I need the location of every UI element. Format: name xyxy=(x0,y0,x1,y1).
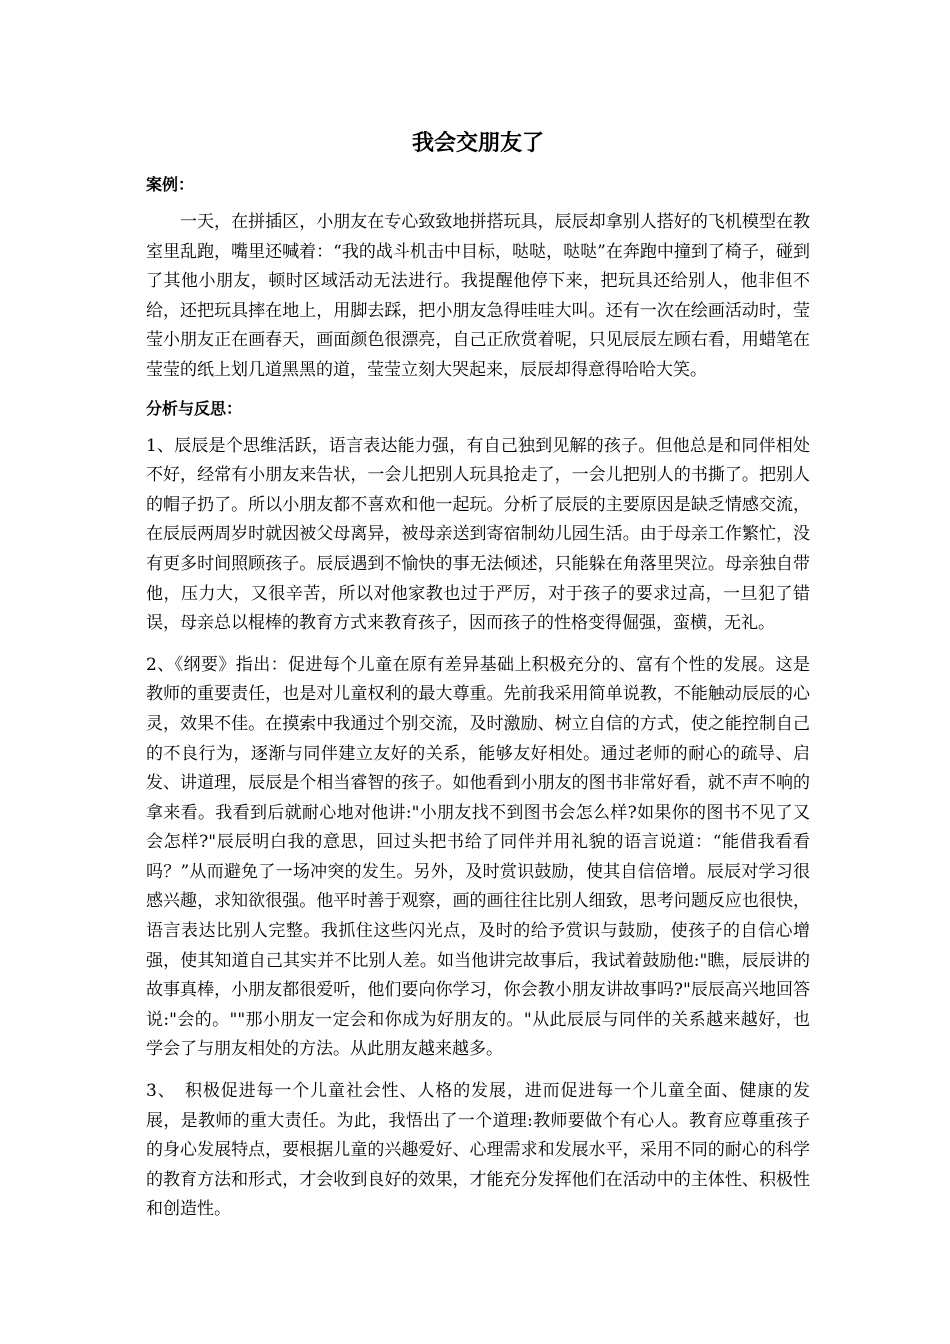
analysis-label: 分析与反思： xyxy=(146,398,243,418)
document-title: 我会交朋友了 xyxy=(411,131,544,156)
analysis-paragraph-3: 3、 积极促进每一个儿童社会性、人格的发展，进而促进每一个儿童全面、健康的发展，是教师的重大责任。为此，我悟出了一个道理:教师要做个有心人。教育应尊重孩子的身心发展特点，要根据儿童的兴趣爱好、心理需求和发展水平，采用不同的耐心的科学的教育方法和形式，才会收到良好的效果，才能充分发挥他们在活动中的主体性、积极性和创造性。 xyxy=(146,1081,810,1220)
case-paragraph: 一天，在拼插区，小朋友在专心致致地拼搭玩具，辰辰却拿别人搭好的飞机模型在教室里乱跑，嘴里还喊着：“我的战斗机击中目标，哒哒，哒哒”在奔跑中撞到了椅子，碰到了其他小朋友，顿时区域活动无法进行。我提醒他停下来，把玩具还给别人，他非但不给，还把玩具摔在地上，用脚去踩，把小朋友急得哇哇大叫。还有一次在绘画活动时，莹莹小朋友正在画春天，画面颜色很漂亮，自己正欣赏着呢，只见辰辰左顾右看，用蜡笔在莹莹的纸上划几道黑黑的道，莹莹立刻大哭起来，辰辰却得意得哈哈大笑。 xyxy=(146,212,810,380)
case-label: 案例： xyxy=(146,175,195,194)
analysis-paragraph-2: 2、《纲要》指出：促进每个儿童在原有差异基础上积极充分的、富有个性的发展。这是教师的重要责任，也是对儿童权利的最大尊重。先前我采用简单说教，不能触动辰辰的心灵，效果不佳。在摸索中我通过个别交流，及时激励、树立自信的方式，使之能控制自己的不良行为，逐渐与同伴建立友好的关系，能够友好相处。通过老师的耐心的疏导、启发、讲道理，辰辰是个相当睿智的孩子。如他看到小朋友的图书非常好看，就不声不响的拿来看。我看到后就耐心地对他讲:"小朋友找不到图书会怎么样?如果你的图书不见了又会怎样?"辰辰明白我的意思，回过头把书给了同伴并用礼貌的语言说道：“能借我看看吗？”从而避免了一场冲突的发生。另外，及时赏识鼓励，使其自信倍增。辰辰对学习很感兴趣，求知欲很强。他平时善于观察，画的画往往比别人细致，思考问题反应也很快，语言表达比别人完整。我抓住这些闪光点，及时的给予赏识与鼓励，使孩子的自信心增强，使其知道自己其实并不比别人差。如当他讲完故事后，我试着鼓励他:"瞧，辰辰讲的故事真棒，小朋友都很爱听，他们要向你学习，你会教小朋友讲故事吗?"辰辰高兴地回答说:"会的。""那小朋友一定会和你成为好朋友的。"从此辰辰与同伴的关系越来越好，也学会了与朋友相处的方法。从此朋友越来越多。 xyxy=(146,654,810,1060)
analysis-paragraph-1: 1、辰辰是个思维活跃，语言表达能力强，有自己独到见解的孩子。但他总是和同伴相处不好，经常有小朋友来告状，一会儿把别人玩具抢走了，一会儿把别人的书撕了。把别人的帽子扔了。所以小朋友都不喜欢和他一起玩。分析了辰辰的主要原因是缺乏情感交流，在辰辰两周岁时就因被父母离异，被母亲送到寄宿制幼儿园生活。由于母亲工作繁忙，没有更多时间照顾孩子。辰辰遇到不愉快的事无法倾述，只能躲在角落里哭泣。母亲独自带他，压力大，又很辛苦，所以对他家教也过于严厉，对于孩子的要求过高，一旦犯了错误，母亲总以棍棒的教育方式来教育孩子，因而孩子的性格变得倔强，蛮横，无礼。 xyxy=(146,435,810,634)
document-page xyxy=(146,128,810,1237)
